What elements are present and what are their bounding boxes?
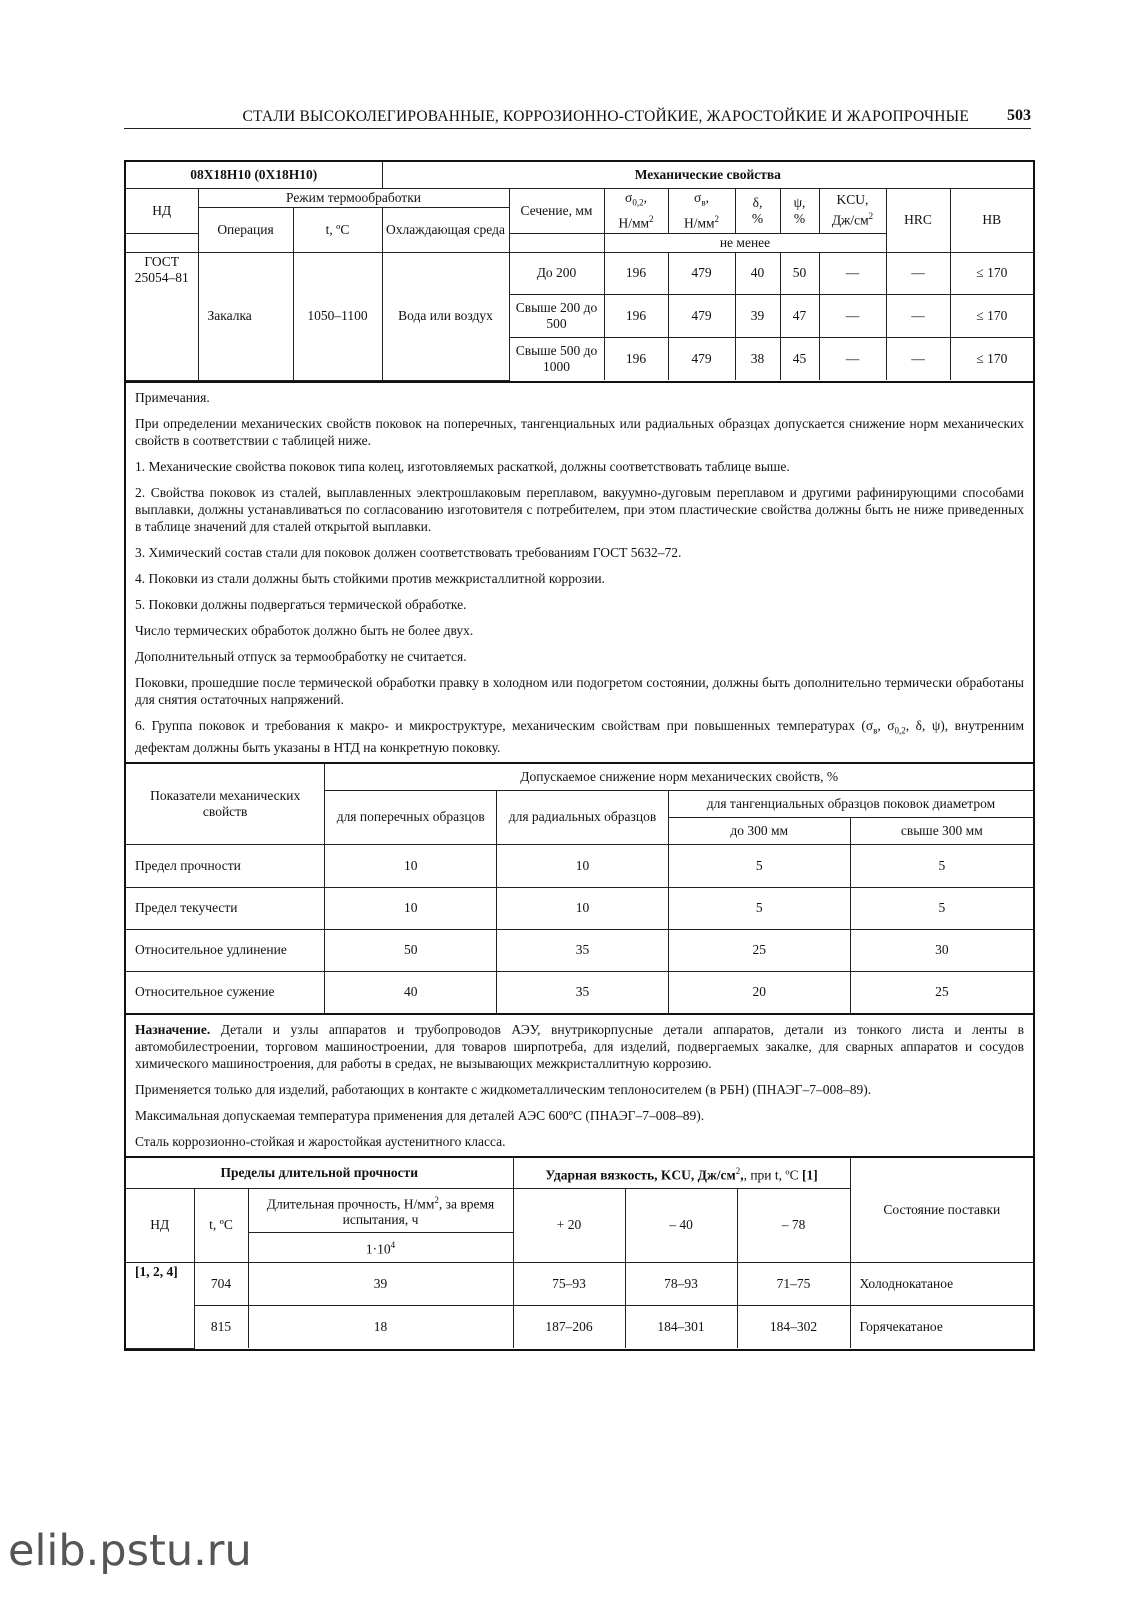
table-cell: 35 — [497, 971, 669, 1013]
impact-t1: + 20 — [513, 1188, 625, 1262]
cooling-header: Охлаждающая среда — [382, 207, 509, 252]
reduction-table — [126, 764, 1033, 1013]
state-header: Состояние поставки — [850, 1158, 1033, 1262]
time-header: $1\cdot 10^4$ — [248, 1232, 513, 1262]
purpose-paragraph: Назначение. Детали и узлы аппаратов и трубопроводов АЭУ, внутрикорпусные детали аппаратов, детали из тонкого листа и ленты в автомобилестроении, торговом машиностроении, для товаров ширпотреба, для изделий, подвергаемых закалке, для сварных аппаратов и сосудов химического машиностроения, для работы в средах, не вызывающих межкристаллитную коррозию. — [135, 1022, 1024, 1072]
table-cell: 196 — [604, 337, 668, 380]
delta-header: δ, % — [735, 188, 780, 233]
table-cell: 479 — [668, 252, 735, 294]
gost-reference: ГОСТ 25054–81 — [126, 252, 198, 380]
table-cell: 187–206 — [513, 1305, 625, 1348]
table-cell: 196 — [604, 252, 668, 294]
transverse-header: для поперечных образцов — [325, 790, 497, 844]
reduction-block — [126, 764, 1033, 1015]
table-cell: 184–301 — [625, 1305, 737, 1348]
cooling-value: Вода или воздух — [382, 252, 509, 380]
purpose-label: Назначение. — [135, 1022, 211, 1038]
table-cell: 39 — [735, 294, 780, 337]
creep-block — [126, 1158, 1033, 1349]
operation-value: Закалка — [198, 252, 293, 380]
note-line: 5. Поковки должны подвергаться термической обработке. — [135, 596, 467, 612]
purpose-line: Максимальная допускаемая температура применения для деталей АЭС 600ºС (ПНАЭГ–7–008–89). — [135, 1108, 705, 1124]
nd-blank — [126, 233, 198, 252]
table-cell: 10 — [497, 887, 669, 929]
temp-value: 1050–1100 — [293, 252, 382, 380]
radial-header: для радиальных образцов — [497, 790, 669, 844]
creep-nd-header: НД — [126, 1188, 194, 1262]
header-title: СТАЛИ ВЫСОКОЛЕГИРОВАННЫЕ, КОРРОЗИОННО-СТОЙКИЕ, ЖАРОСТОЙКИЕ И ЖАРОПРОЧНЫЕ — [242, 108, 969, 125]
table-cell: — — [886, 252, 950, 294]
table-cell: Горячекатаное — [850, 1305, 1033, 1348]
table-cell: 45 — [780, 337, 819, 380]
table-cell: — — [819, 252, 886, 294]
table-cell: 40 — [325, 971, 497, 1013]
table-cell: 10 — [497, 844, 669, 887]
table-cell: 35 — [497, 929, 669, 971]
watermark: elib.pstu.ru — [8, 1526, 252, 1576]
table-cell: Предел прочности — [126, 844, 325, 887]
creep-ref: [1, 2, 4] — [126, 1262, 194, 1348]
nd-header: НД — [126, 188, 198, 233]
impact-title: Ударная вязкость, KCU, $Дж/см^2$,, при t, ºС [1] — [513, 1158, 850, 1188]
table-cell: 71–75 — [737, 1262, 850, 1305]
creep-title: Пределы длительной прочности — [126, 1158, 513, 1188]
s02-header: $\sigma_{0,2}$, $Н/мм^2$ — [604, 188, 668, 233]
table-cell: До 200 — [509, 252, 604, 294]
purpose-line: Сталь коррозионно-стойкая и жаростойкая аустенитного класса. — [135, 1134, 506, 1150]
note-line: При определении механических свойств поковок на поперечных, тангенциальных или радиальных образцах допускается снижение норм механических свойств в соответствии с таблицей ниже. — [135, 415, 1024, 448]
purpose-block — [126, 1015, 1033, 1158]
table-cell: Предел текучести — [126, 887, 325, 929]
table-cell: 18 — [248, 1305, 513, 1348]
table-cell: 40 — [735, 252, 780, 294]
table-cell: ≤ 170 — [950, 337, 1033, 380]
table-cell: Холоднокатаное — [850, 1262, 1033, 1305]
not-less-label: не менее — [604, 233, 886, 252]
table-cell: ≤ 170 — [950, 252, 1033, 294]
mechanical-properties-block — [126, 162, 1033, 383]
upto300-header: до 300 мм — [668, 817, 850, 844]
table-cell: — — [819, 294, 886, 337]
section-header: Сечение, мм — [509, 188, 604, 233]
steel-grade: 08Х18Н10 (0Х18Н10) — [126, 162, 382, 188]
note-line: Примечания. — [135, 389, 210, 405]
note-line: 4. Поковки из стали должны быть стойкими против межкристаллитной коррозии. — [135, 570, 605, 586]
impact-t2: – 40 — [625, 1188, 737, 1262]
table-cell: 30 — [850, 929, 1033, 971]
table-cell: 39 — [248, 1262, 513, 1305]
table-cell: 75–93 — [513, 1262, 625, 1305]
table-cell: 20 — [668, 971, 850, 1013]
operation-header: Операция — [198, 207, 293, 252]
running-header — [124, 104, 1031, 129]
table-cell: 10 — [325, 844, 497, 887]
creep-temp-header: t, ºС — [194, 1188, 248, 1262]
note-line: 1. Механические свойства поковок типа колец, изготовляемых раскаткой, должны соответствовать таблице выше. — [135, 458, 790, 474]
purpose-line: Применяется только для изделий, работающих в контакте с жидкометаллическим теплоносителем (в РБН) (ПНАЭГ–7–008–89). — [135, 1082, 872, 1098]
hb-header: НВ — [950, 188, 1033, 252]
table-cell: — — [886, 337, 950, 380]
table-cell: 5 — [668, 887, 850, 929]
note-line-6: 6. Группа поковок и требования к макро- и микроструктуре, механическим свойствам при повышенных температурах ($\sigma_в$, $\sigma_{0,2}$, δ, ψ), внутренним дефектам должны быть указаны в НТД на конкретную поковку. — [135, 717, 1024, 756]
table-cell: 47 — [780, 294, 819, 337]
table-cell: — — [886, 294, 950, 337]
creep-table — [126, 1158, 1033, 1349]
table-cell: 38 — [735, 337, 780, 380]
table-cell: 5 — [850, 887, 1033, 929]
over300-header: свыше 300 мм — [850, 817, 1033, 844]
table-cell: 704 — [194, 1262, 248, 1305]
table-cell: 50 — [325, 929, 497, 971]
regime-header: Режим термообработки — [198, 188, 509, 207]
note-line: Число термических обработок должно быть не более двух. — [135, 622, 474, 638]
table-cell: 479 — [668, 337, 735, 380]
mech-title: Механические свойства — [382, 162, 1033, 188]
table-cell: Относительное сужение — [126, 971, 325, 1013]
strength-header: Длительная прочность, $Н/мм^2$, за время испытания, ч — [248, 1188, 513, 1232]
sv-header: $\sigma_в$, $Н/мм^2$ — [668, 188, 735, 233]
page-number: 503 — [1007, 107, 1031, 124]
note-line: Поковки, прошедшие после термической обработки правку в холодном или подогретом состоянии, должны быть дополнительно термически обработаны для снятия остаточных напряжений. — [135, 674, 1024, 707]
table-cell: 25 — [668, 929, 850, 971]
table-cell: Свыше 200 до 500 — [509, 294, 604, 337]
table-cell: 25 — [850, 971, 1033, 1013]
kcu-header: KCU, $Дж/см^2$ — [819, 188, 886, 233]
table-cell: ≤ 170 — [950, 294, 1033, 337]
table-cell: 5 — [668, 844, 850, 887]
notes-block — [126, 383, 1033, 765]
impact-t3: – 78 — [737, 1188, 850, 1262]
table-cell: 50 — [780, 252, 819, 294]
note-line: 3. Химический состав стали для поковок должен соответствовать требованиям ГОСТ 5632–72. — [135, 544, 682, 560]
mechanical-properties-table — [126, 162, 1033, 381]
note-line: Дополнительный отпуск за термообработку не считается. — [135, 648, 467, 664]
table-cell: Свыше 500 до 1000 — [509, 337, 604, 380]
table-cell: Относительное удлинение — [126, 929, 325, 971]
note-line: 2. Свойства поковок из сталей, выплавленных электрошлаковым переплавом, вакуумно-дуговым переплавом и другими рафинирующими способами выплавки, должны устанавливаться по согласованию изготовителя с потребителем, при этом пластические свойства должны быть не ниже приведенных в таблице значений для сталей открытой выплавки. — [135, 484, 1024, 534]
temp-header: t, ºС — [293, 207, 382, 252]
hrc-header: HRC — [886, 188, 950, 252]
table-cell: 5 — [850, 844, 1033, 887]
table-cell: 815 — [194, 1305, 248, 1348]
table-cell: 479 — [668, 294, 735, 337]
table-cell: 184–302 — [737, 1305, 850, 1348]
table-cell: 10 — [325, 887, 497, 929]
reduction-col0-header: Показатели механических свойств — [126, 764, 325, 844]
table-cell: — — [819, 337, 886, 380]
tangential-header: для тангенциальных образцов поковок диаметром — [668, 790, 1033, 817]
section-blank — [509, 233, 604, 252]
psi-header: ψ, % — [780, 188, 819, 233]
table-cell: 78–93 — [625, 1262, 737, 1305]
table-cell: 196 — [604, 294, 668, 337]
reduction-title: Допускаемое снижение норм механических свойств, % — [325, 764, 1033, 790]
steel-sheet — [124, 160, 1035, 1351]
